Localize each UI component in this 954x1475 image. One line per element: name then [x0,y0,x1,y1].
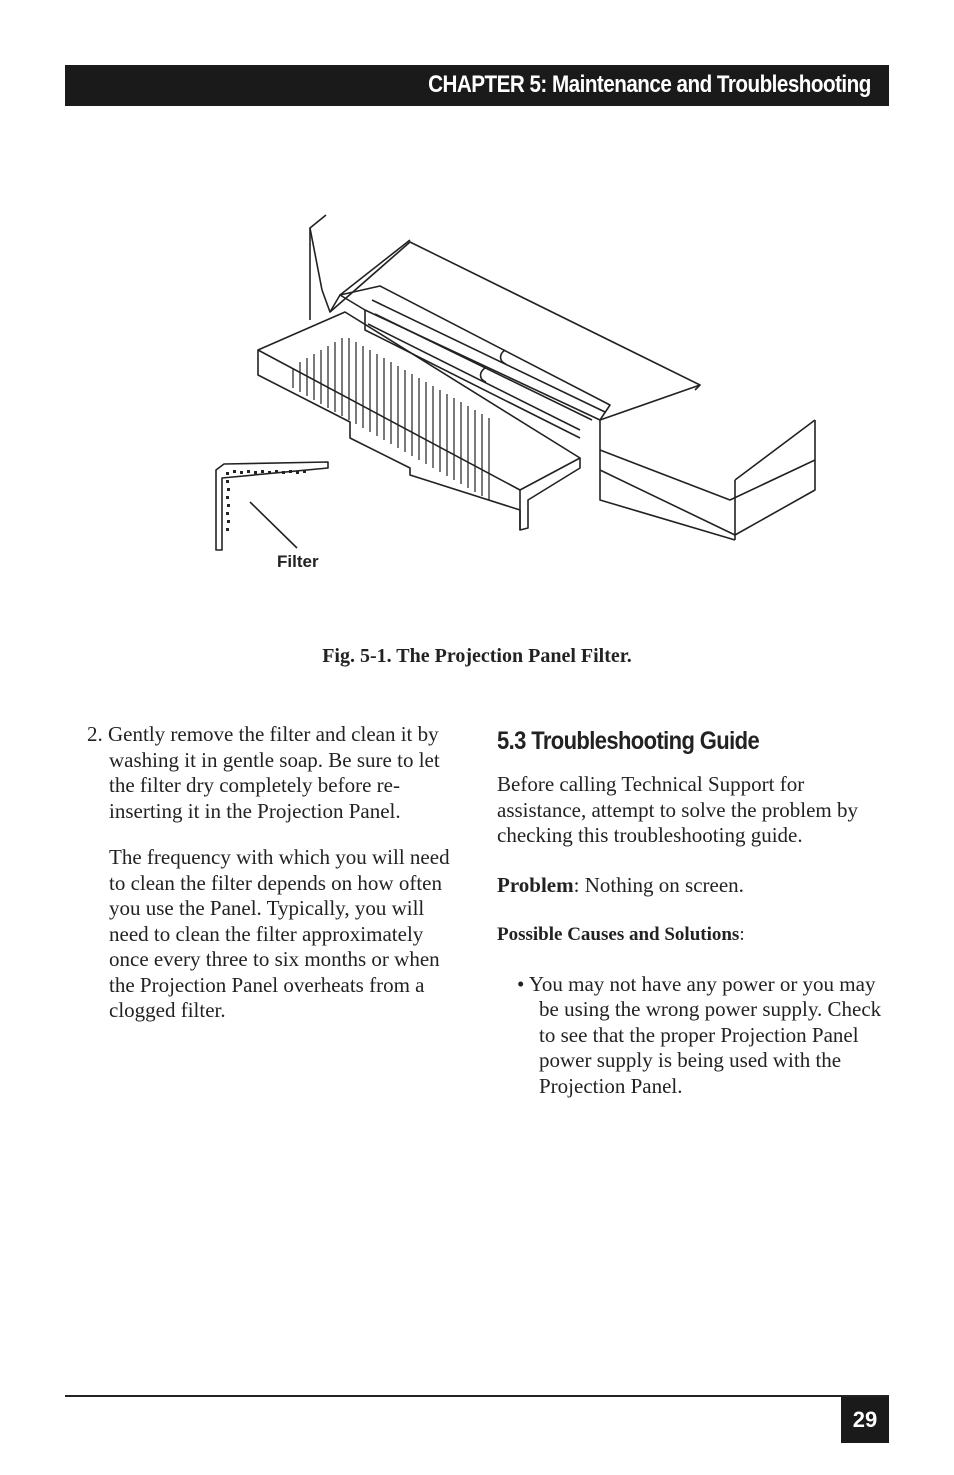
problem-text: : Nothing on screen. [573,872,744,897]
projection-panel-illustration [200,200,840,590]
right-column [497,724,887,1099]
figure-caption: Fig. 5-1. The Projection Panel Filter. [322,645,632,667]
footer-rule [65,1395,889,1397]
chapter-title: CHAPTER 5: Maintenance and Troubleshooting [428,71,871,98]
step-2-paragraph: 2. Gently remove the filter and clean it by washing it in gentle soap. Be sure to let the filter dry completely before re-inserting it in the Projection Panel. [87,722,440,823]
causes-label: Possible Causes and Solutions [497,924,740,945]
section-heading: 5.3 Troubleshooting Guide [497,727,760,755]
intro-paragraph: Before calling Technical Support for assistance, attempt to solve the problem by checking this troubleshooting guide. [497,772,858,847]
problem-label: Problem [497,872,574,897]
causes-line [497,922,887,948]
bullet-item: • You may not have any power or you may be using the wrong power supply. Check to see that the proper Projection Panel power supply is being used with the Projection Panel. [517,971,882,1098]
page-number: 29 [841,1397,889,1443]
filter-callout-label: Filter [277,552,319,571]
chapter-header-bar [65,65,889,106]
cleaning-frequency-paragraph: The frequency with which you will need to clean the filter depends on how often you use the Panel. Typically, you will need to clean the filter approximately once every three to six months or when the Projection Panel overheats from a clogged filter. [109,845,450,1022]
causes-suffix: : [739,924,745,945]
left-column [87,722,467,1024]
problem-line [497,873,887,899]
projection-panel-filter-figure [200,200,840,590]
